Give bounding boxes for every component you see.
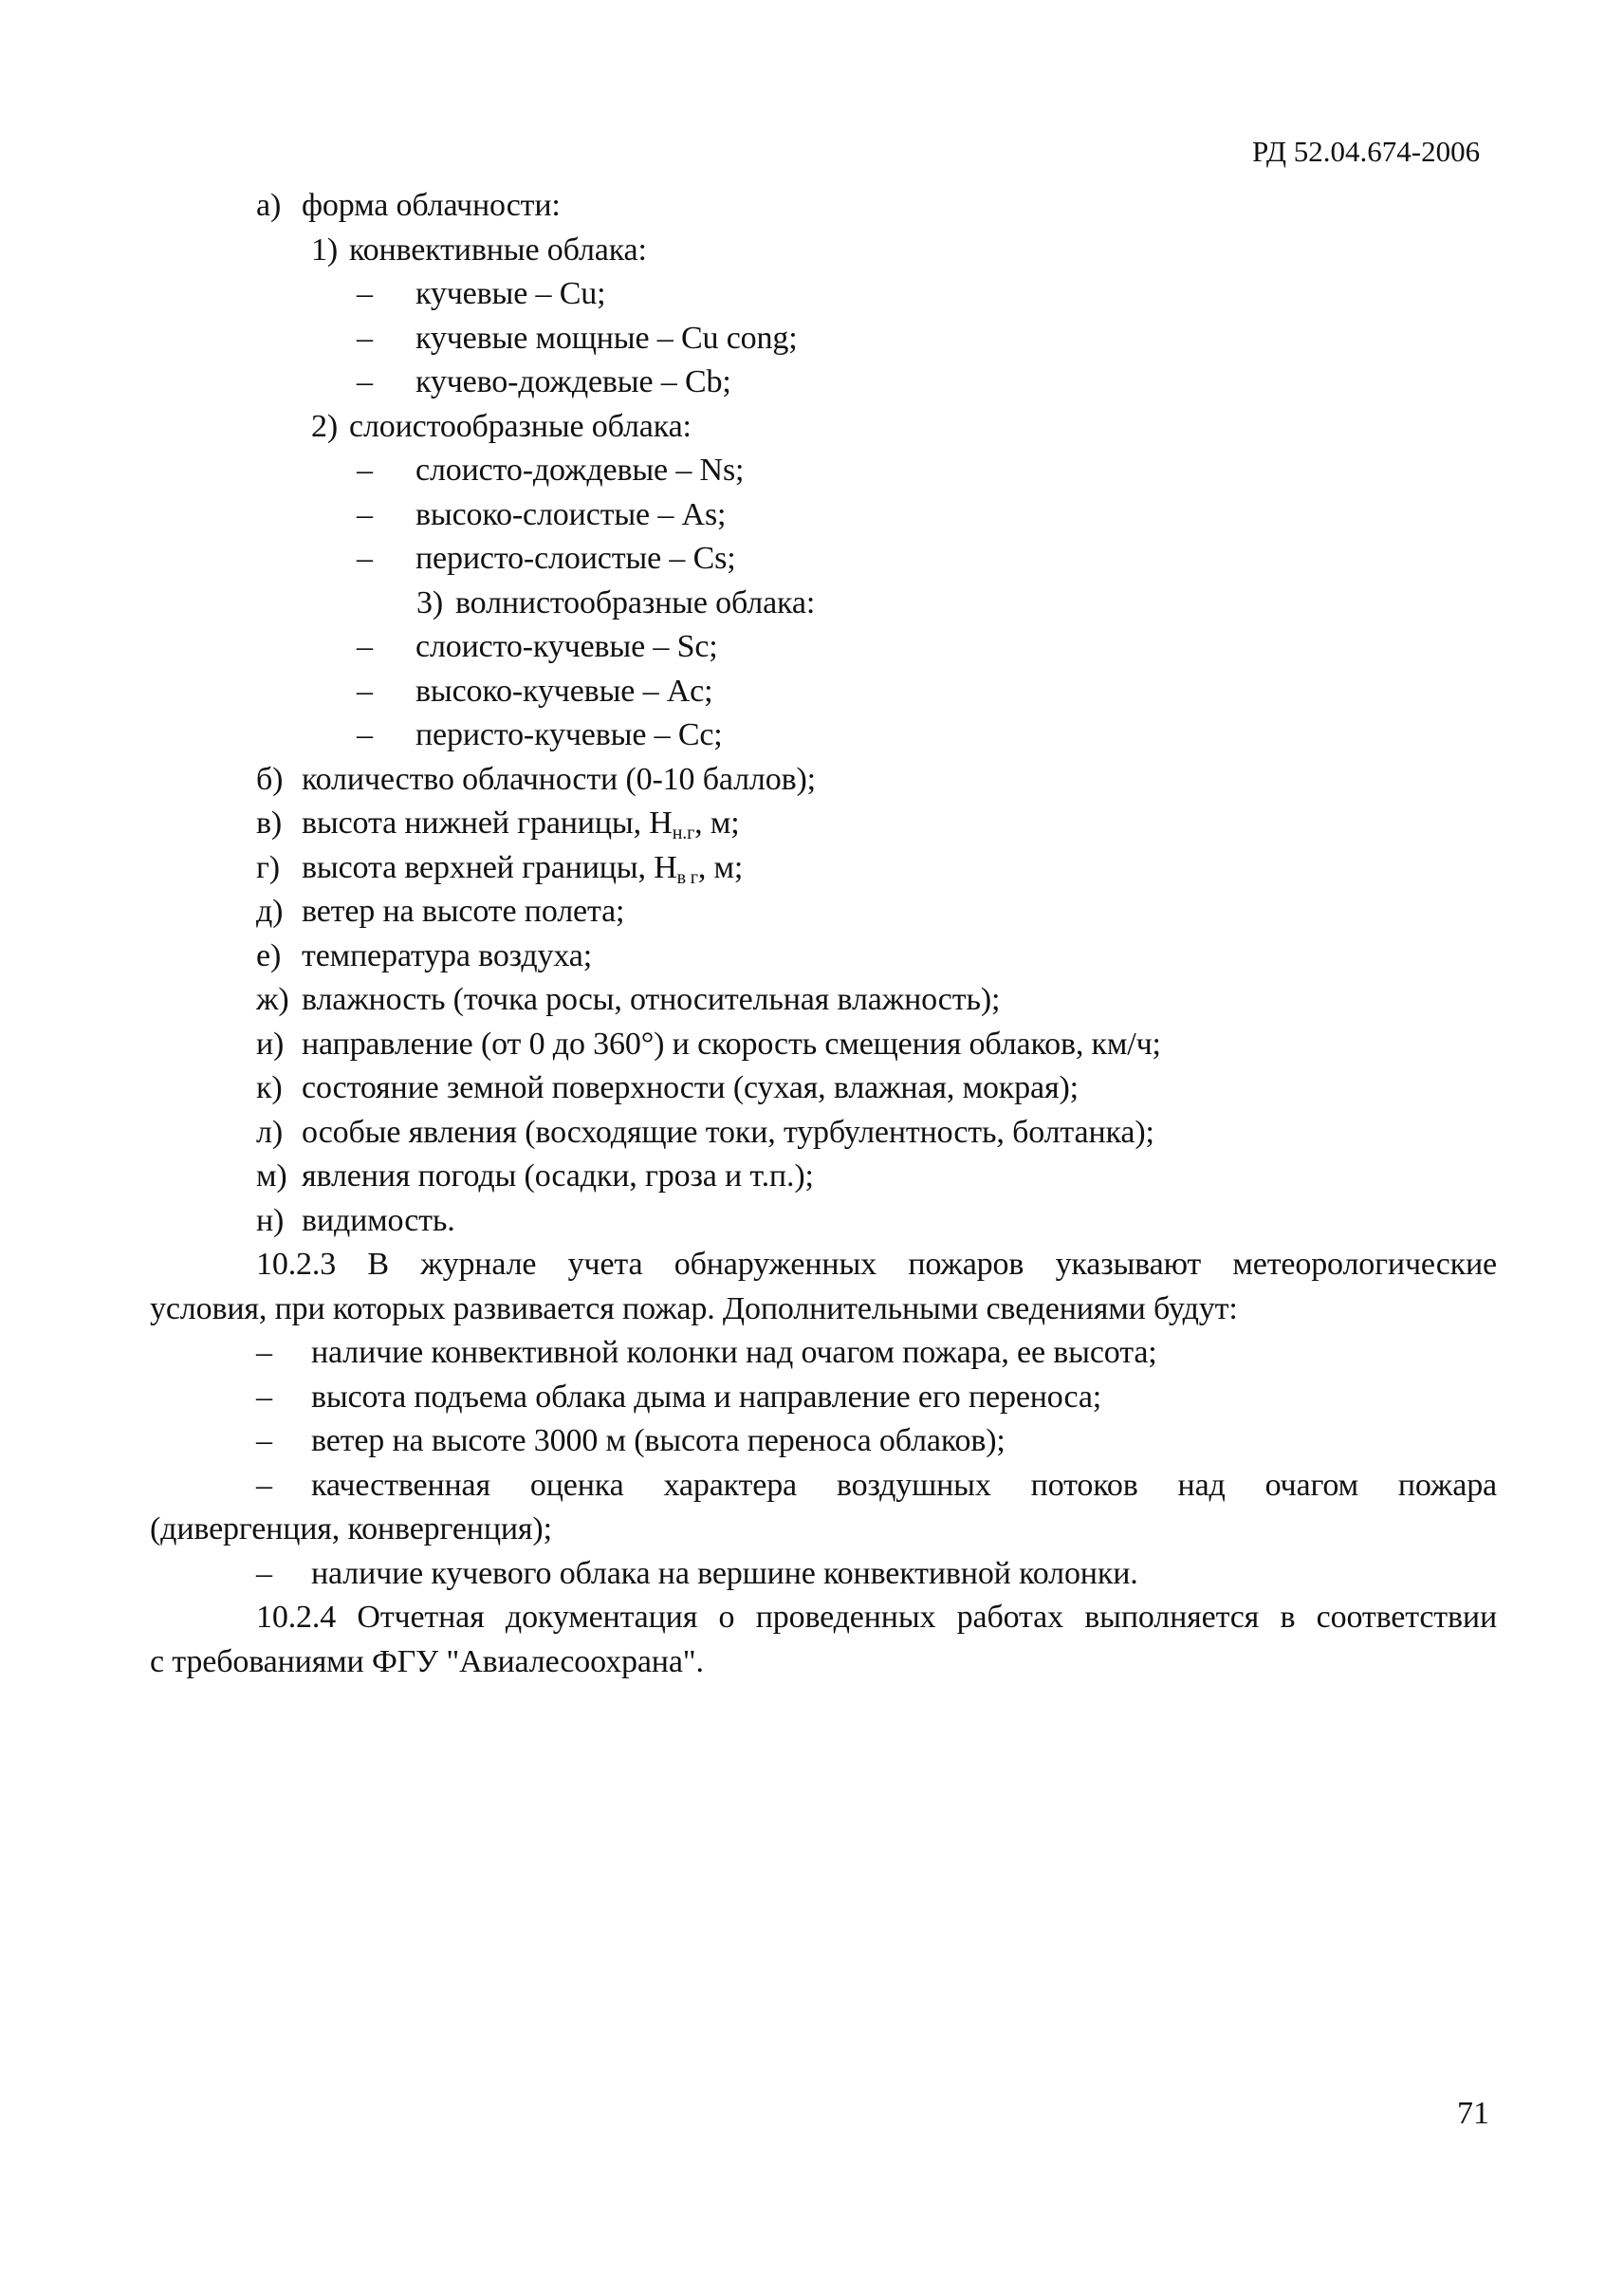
item-marker: к) xyxy=(256,1070,283,1105)
dash-marker: – xyxy=(357,496,373,532)
list-item-l xyxy=(150,1111,1497,1156)
cloud-type-text: перисто-кучевые – Cc; xyxy=(415,717,723,752)
bullet-item xyxy=(150,1419,1497,1464)
cloud-type-item xyxy=(150,670,1497,714)
cloud-type-item xyxy=(150,272,1497,317)
sub-item-title: конвективные облака: xyxy=(349,231,647,268)
list-item-m xyxy=(150,1155,1497,1199)
cloud-type-text: высоко-кучевые – Ac; xyxy=(415,673,713,709)
dash-marker: – xyxy=(256,1467,272,1503)
bullet-item-long-line-1 xyxy=(150,1464,1497,1509)
bullet-item xyxy=(150,1331,1497,1376)
cloud-type-text: высоко-слоистые – As; xyxy=(415,496,727,532)
height-subscript: в г xyxy=(676,866,698,888)
bullet-text: высота подъема облака дыма и направление его переноса; xyxy=(311,1379,1102,1415)
bullet-text: (дивергенция, конвергенция); xyxy=(150,1511,552,1546)
cloud-type-item xyxy=(150,537,1497,582)
list-item-k xyxy=(150,1066,1497,1111)
bullet-text: ветер на высоте 3000 м (высота переноса облаков); xyxy=(311,1423,1006,1458)
item-marker: ж) xyxy=(256,982,289,1017)
item-marker: а) xyxy=(256,188,282,223)
item-text-unit: , м; xyxy=(694,805,740,841)
bullet-item-long-line-2 xyxy=(150,1508,1497,1552)
bullet-item xyxy=(150,1552,1497,1597)
dash-marker: – xyxy=(256,1335,272,1370)
document-number: РД 52.04.674-2006 xyxy=(1252,135,1481,168)
bullet-item xyxy=(150,1376,1497,1420)
cloud-type-item xyxy=(150,449,1497,493)
dash-marker: – xyxy=(357,320,373,356)
item-text: направление (от 0 до 360°) и скорость смещения облаков, км/ч; xyxy=(302,1026,1161,1062)
list-item-i xyxy=(150,1023,1497,1067)
paragraph-text: 10.2.4 Отчетная документация о проведенных работах выполняется в соответствии xyxy=(256,1600,1497,1635)
sub-item-undulating xyxy=(150,582,1497,626)
list-item-n xyxy=(150,1199,1497,1244)
item-text xyxy=(302,846,743,891)
paragraph-10-2-3-line-2 xyxy=(150,1287,1497,1332)
sub-item-marker: 1) xyxy=(311,231,339,268)
cloud-type-text: кучево-дождевые – Cb; xyxy=(415,364,731,399)
page-body xyxy=(150,184,1497,1684)
item-marker: г) xyxy=(256,849,280,885)
item-text-main: высота верхней границы, H xyxy=(302,849,677,885)
item-text: температура воздуха; xyxy=(302,937,592,973)
dash-marker: – xyxy=(256,1423,272,1458)
list-item-d xyxy=(150,890,1497,935)
item-text: ветер на высоте полета; xyxy=(302,894,625,929)
dash-marker: – xyxy=(357,453,373,488)
height-subscript: н.г xyxy=(672,823,695,843)
list-item-zh xyxy=(150,978,1497,1023)
list-item-b xyxy=(150,758,1497,803)
sub-item-convective xyxy=(150,229,1497,273)
list-item-v xyxy=(150,802,1497,846)
item-marker: в) xyxy=(256,805,283,841)
item-marker: м) xyxy=(256,1158,287,1194)
item-text: явления погоды (осадки, гроза и т.п.); xyxy=(302,1158,814,1194)
page-number: 71 xyxy=(1457,2096,1489,2131)
dash-marker: – xyxy=(357,673,373,709)
bullet-text: качественная оценка характера воздушных потоков над очагом пожара xyxy=(311,1467,1497,1503)
cloud-type-item xyxy=(150,361,1497,405)
paragraph-text: 10.2.3 В журнале учета обнаруженных пожаров указывают метеорологические xyxy=(256,1247,1497,1282)
item-text-unit: , м; xyxy=(697,849,744,885)
paragraph-10-2-4-line-2 xyxy=(150,1640,1497,1685)
sub-item-stratiform xyxy=(150,405,1497,450)
dash-marker: – xyxy=(357,541,373,576)
cloud-type-text: кучевые мощные – Cu cong; xyxy=(415,320,798,356)
item-text: форма облачности: xyxy=(302,188,561,223)
dash-marker: – xyxy=(256,1379,272,1415)
item-marker: и) xyxy=(256,1026,285,1062)
dash-marker: – xyxy=(357,717,373,752)
paragraph-10-2-4-line-1 xyxy=(150,1596,1497,1640)
item-text: влажность (точка росы, относительная влажность); xyxy=(302,982,1001,1017)
item-marker: л) xyxy=(256,1114,283,1150)
sub-item-title: слоистообразные облака: xyxy=(349,408,692,444)
sub-item-marker: 3) xyxy=(416,584,444,620)
cloud-type-text: кучевые – Cu; xyxy=(415,276,606,311)
item-text: особые явления (восходящие токи, турбулентность, болтанка); xyxy=(302,1114,1154,1150)
item-marker: б) xyxy=(256,761,284,797)
cloud-type-item xyxy=(150,317,1497,361)
item-text-main: высота нижней границы, H xyxy=(302,805,673,841)
list-item-g xyxy=(150,846,1497,891)
item-marker: е) xyxy=(256,937,282,973)
item-text: видимость. xyxy=(302,1202,455,1238)
paragraph-text: условия, при которых развивается пожар. Дополнительными сведениями будут: xyxy=(150,1290,1238,1326)
cloud-type-text: слоисто-дождевые – Ns; xyxy=(415,453,745,488)
cloud-type-text: перисто-слоистые – Cs; xyxy=(415,541,736,576)
dash-marker: – xyxy=(357,276,373,311)
list-item-e xyxy=(150,935,1497,979)
cloud-type-item xyxy=(150,625,1497,670)
dash-marker: – xyxy=(357,629,373,664)
sub-item-marker: 2) xyxy=(311,408,339,444)
sub-item-title: волнистообразные облака: xyxy=(455,584,816,620)
item-marker: д) xyxy=(256,894,284,929)
paragraph-text: с требованиями ФГУ "Авиалесоохрана". xyxy=(150,1643,704,1679)
paragraph-10-2-3-line-1 xyxy=(150,1243,1497,1287)
cloud-type-text: слоисто-кучевые – Sc; xyxy=(415,629,718,664)
item-text: количество облачности (0-10 баллов); xyxy=(302,761,816,797)
dash-marker: – xyxy=(357,364,373,399)
cloud-type-item xyxy=(150,713,1497,758)
item-text xyxy=(302,802,740,846)
item-text: состояние земной поверхности (сухая, влажная, мокрая); xyxy=(302,1070,1079,1105)
cloud-type-item xyxy=(150,493,1497,538)
bullet-text: наличие кучевого облака на вершине конвективной колонки. xyxy=(311,1555,1138,1591)
bullet-text: наличие конвективной колонки над очагом пожара, ее высота; xyxy=(311,1335,1157,1370)
list-item-a xyxy=(150,184,1497,229)
dash-marker: – xyxy=(256,1555,272,1591)
item-marker: н) xyxy=(256,1202,285,1238)
